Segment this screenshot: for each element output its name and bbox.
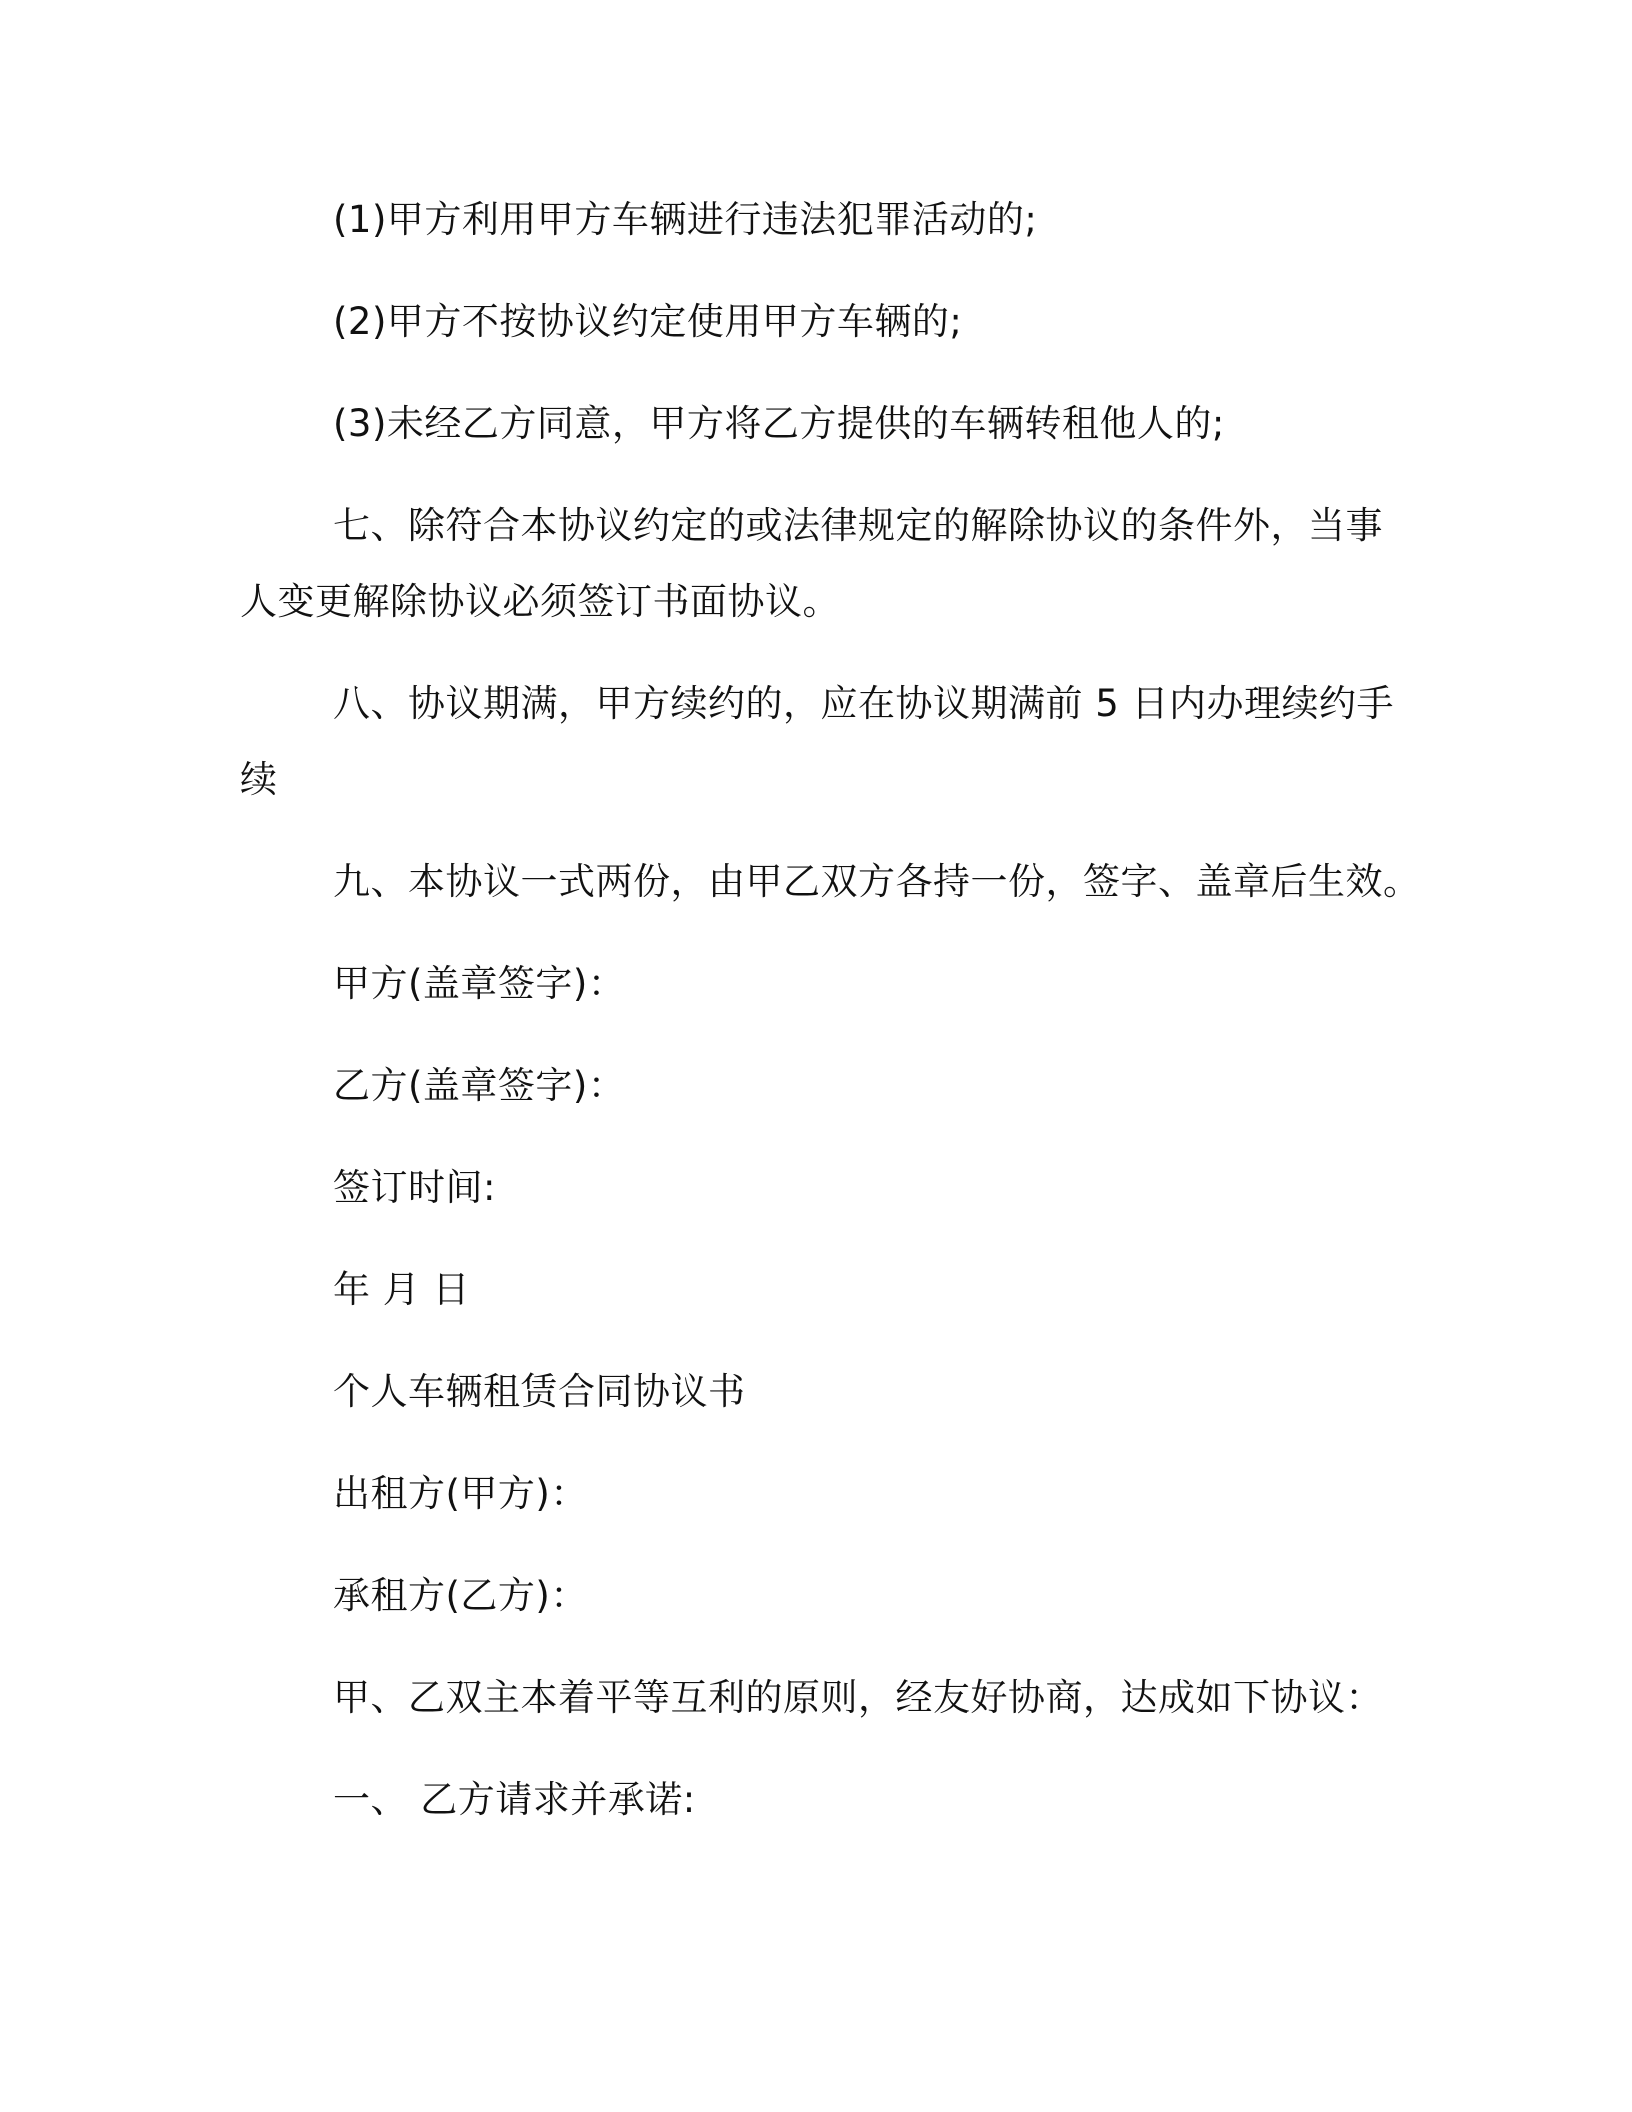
party-a-signature: 甲方(盖章签字)： [333,962,626,1005]
signing-time: 签订时间: [333,1166,496,1209]
party-b-signature: 乙方(盖章签字)： [333,1064,626,1107]
clause-6-item-1: (1)甲方利用甲方车辆进行违法犯罪活动的; [333,198,1038,241]
clause-8-line-1: 八、协议期满，甲方续约的，应在协议期满前 5 日内办理续约手 [333,682,1395,725]
clause-7-line-2: 人变更解除协议必须签订书面协议。 [240,580,840,623]
agreement-preamble: 甲、乙双主本着平等互利的原则，经友好协商，达成如下协议： [333,1676,1383,1719]
clause-8-line-2: 续 [240,758,278,801]
clause-7-line-1: 七、除符合本协议约定的或法律规定的解除协议的条件外，当事 [333,504,1383,547]
lessee-party-b: 承租方(乙方)： [333,1574,588,1617]
clause-1-heading: 一、 乙方请求并承诺: [333,1778,696,1821]
contract-title: 个人车辆租赁合同协议书 [333,1370,746,1413]
clause-6-item-2: (2)甲方不按协议约定使用甲方车辆的; [333,300,963,343]
clause-9: 九、本协议一式两份，由甲乙双方各持一份，签字、盖章后生效。 [333,860,1421,903]
lessor-party-a: 出租方(甲方)： [333,1472,588,1515]
clause-6-item-3: (3)未经乙方同意，甲方将乙方提供的车辆转租他人的; [333,402,1225,445]
signing-date: 年 月 日 [333,1268,471,1311]
